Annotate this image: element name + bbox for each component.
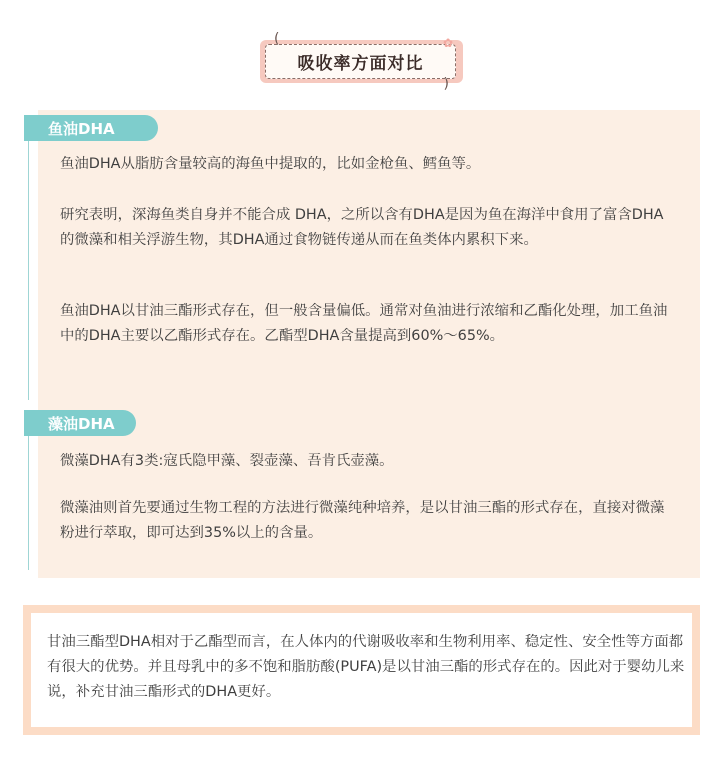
fish-oil-divider-line xyxy=(28,138,29,400)
section-title-badge xyxy=(260,31,463,92)
fish-oil-paragraph-1: 鱼油DHA从脂肪含量较高的海鱼中提取的，比如金枪鱼、鳕鱼等。 xyxy=(60,156,481,172)
fish-oil-paragraph-2: 研究表明，深海鱼类自身并不能合成 DHA，之所以含有DHA是因为鱼在海洋中食用了富含DHA的微藻和相关浮游生物，其DHA通过食物链传递从而在鱼类体内累积下来。 xyxy=(60,207,664,248)
algae-oil-divider-line xyxy=(28,434,29,570)
fish-oil-tag: 鱼油DHA xyxy=(24,115,158,141)
algae-oil-tag: 藻油DHA xyxy=(24,410,136,436)
summary-text: 甘油三酯型DHA相对于乙酯型而言，在人体内的代谢吸收率和生物利用率、稳定性、安全性等方面都有很大的优势。并且母乳中的多不饱和脂肪酸(PUFA)是以甘油三酯的形式存在的。因此对于婴幼儿来说，补充甘油三酯形式的DHA更好。 xyxy=(47,634,685,700)
algae-oil-paragraph-2: 微藻油则首先要通过生物工程的方法进行微藻纯种培养，是以甘油三酯的形式存在，直接对微藻粉进行萃取，即可达到35%以上的含量。 xyxy=(60,500,665,541)
summary-box xyxy=(23,605,700,735)
fish-oil-paragraph-3: 鱼油DHA以甘油三酯形式存在，但一般含量偏低。通常对鱼油进行浓缩和乙酯化处理，加工鱼油中的DHA主要以乙酯形式存在。乙酯型DHA含量提高到60%～65%。 xyxy=(60,303,668,344)
title-paren-left: ( xyxy=(274,31,280,47)
section-title: 吸收率方面对比 xyxy=(265,44,456,79)
flower-icon: ✿ xyxy=(442,36,453,50)
title-paren-right: ) xyxy=(443,76,449,92)
algae-oil-paragraph-1: 微藻DHA有3类:寇氏隐甲藻、裂壶藻、吾肯氏壶藻。 xyxy=(60,453,394,469)
